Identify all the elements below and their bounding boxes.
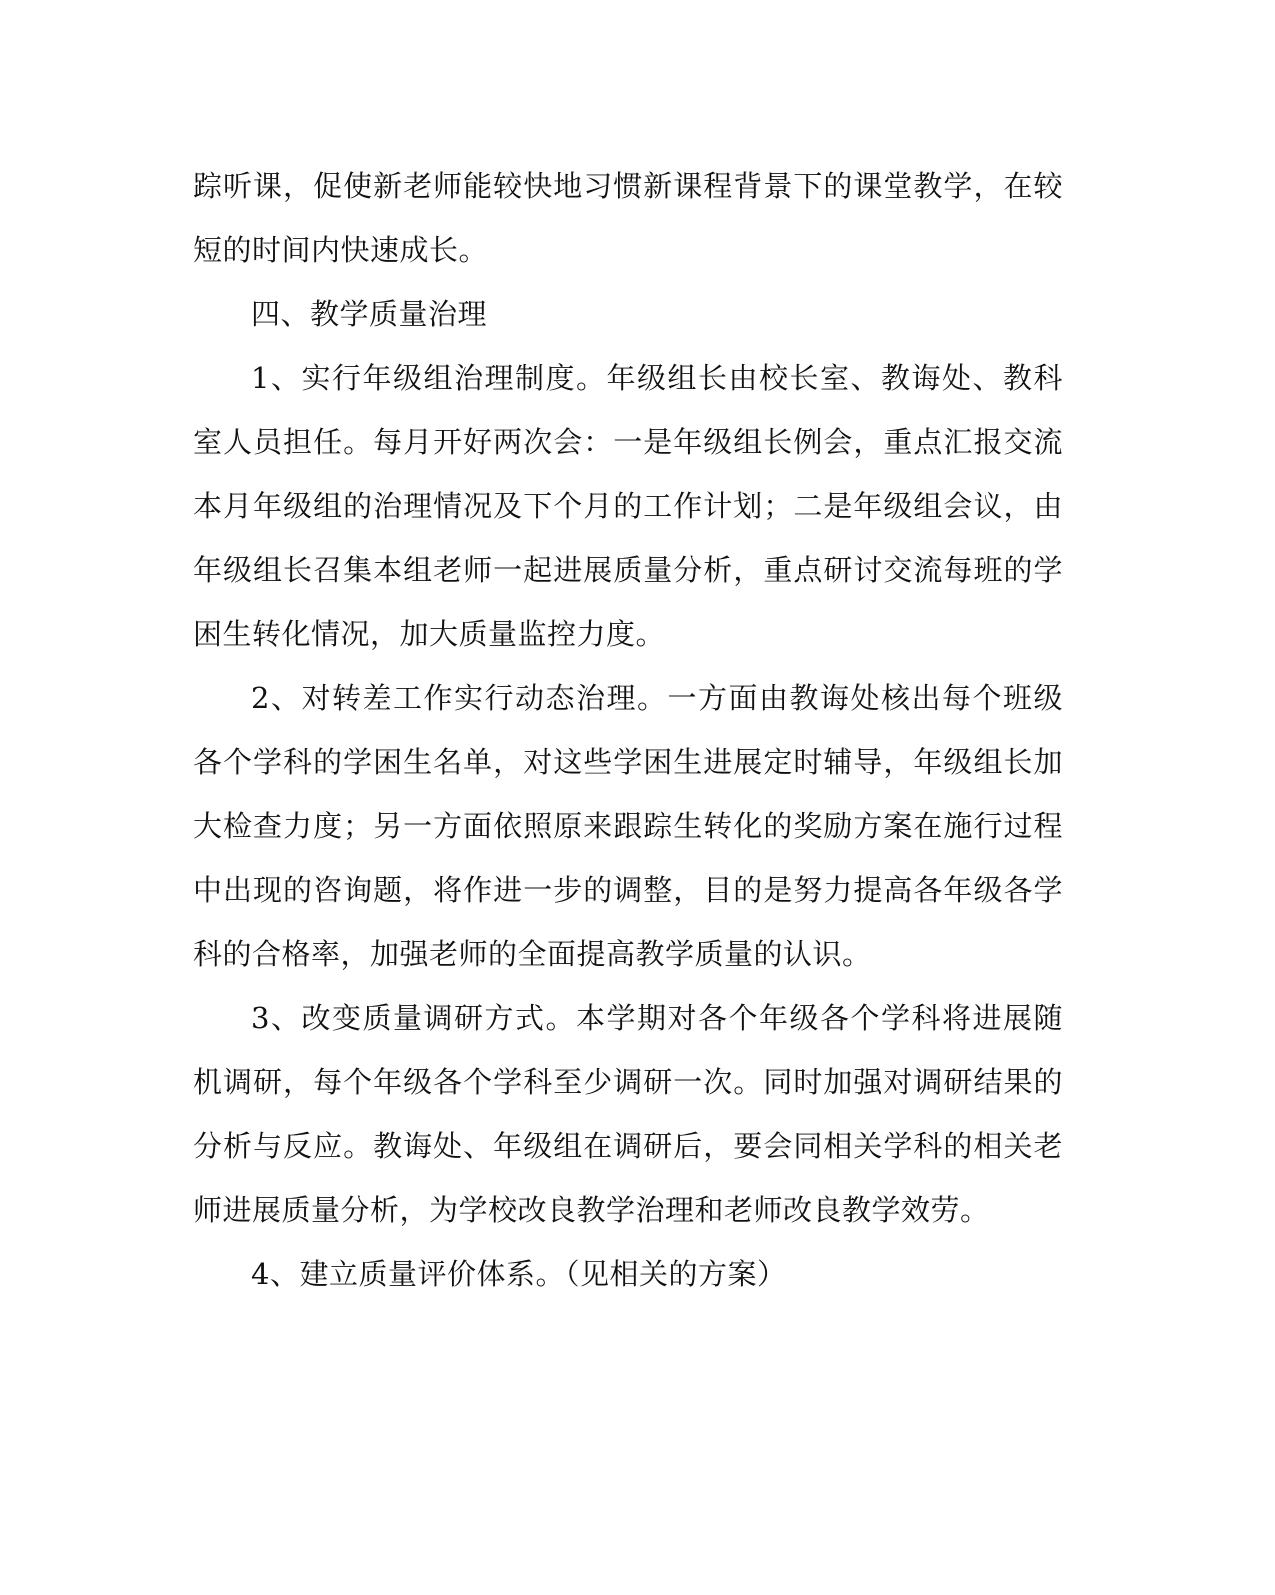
paragraph-item-1: 1、实行年级组治理制度。年级组长由校长室、教诲处、教科室人员担任。每月开好两次会：一是年级组长例会，重点汇报交流本月年级组的治理情况及下个月的工作计划；二是年级组会议，由年级组长召集本组老师一起进展质量分析，重点研讨交流每班的学困生转化情况，加大质量监控力度。	[193, 361, 1063, 651]
paragraph-item-4: 4、建立质量评价体系。（见相关的方案）	[251, 1257, 787, 1291]
section-heading: 四、教学质量治理	[251, 297, 488, 331]
paragraph-item-2: 2、对转差工作实行动态治理。一方面由教诲处核出每个班级各个学科的学困生名单，对这些学困生进展定时辅导，年级组长加大检查力度；另一方面依照原来跟踪生转化的奖励方案在施行过程中出现的咨询题，将作进一步的调整，目的是努力提高各年级各学科的合格率，加强老师的全面提高教学质量的认识。	[193, 681, 1063, 971]
paragraph-continuation: 踪听课，促使新老师能较快地习惯新课程背景下的课堂教学，在较短的时间内快速成长。	[193, 169, 1063, 267]
paragraph-item-3: 3、改变质量调研方式。本学期对各个年级各个学科将进展随机调研，每个年级各个学科至少调研一次。同时加强对调研结果的分析与反应。教诲处、年级组在调研后，要会同相关学科的相关老师进展质量分析，为学校改良教学治理和老师改良教学效劳。	[193, 1001, 1063, 1227]
document-body	[193, 154, 1063, 1306]
